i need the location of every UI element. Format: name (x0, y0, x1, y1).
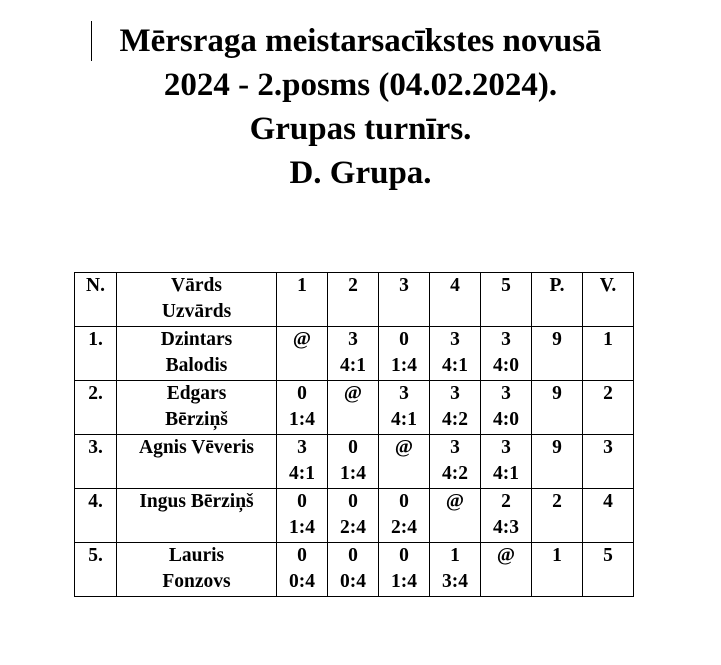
title-line-4: D. Grupa. (289, 155, 432, 191)
match-cell: @ (481, 543, 532, 597)
match-cell: 0 1:4 (277, 381, 328, 435)
match-cell: 3 4:1 (379, 381, 430, 435)
header-place: V. (583, 273, 634, 327)
table-row (75, 489, 634, 543)
place-cell: 5 (583, 543, 634, 597)
match-cell: 3 4:1 (328, 327, 379, 381)
player-name: Agnis Vēveris (117, 435, 277, 489)
table-row (75, 381, 634, 435)
match-cell: 3 4:2 (430, 435, 481, 489)
header-name: Vārds Uzvārds (117, 273, 277, 327)
points-cell: 1 (532, 543, 583, 597)
header-opponent-4: 4 (430, 273, 481, 327)
place-cell: 2 (583, 381, 634, 435)
match-cell: @ (379, 435, 430, 489)
match-cell: 3 4:0 (481, 381, 532, 435)
match-cell: @ (430, 489, 481, 543)
points-cell: 9 (532, 435, 583, 489)
title-line-2: 2024 - 2.posms (04.02.2024). (163, 67, 558, 103)
header-points: P. (532, 273, 583, 327)
match-cell: 0 1:4 (379, 327, 430, 381)
match-cell: 0 1:4 (277, 489, 328, 543)
match-cell: 0 1:4 (328, 435, 379, 489)
document-title (0, 19, 721, 195)
player-name: Lauris Fonzovs (117, 543, 277, 597)
match-cell: 2 4:3 (481, 489, 532, 543)
title-line-3: Grupas turnīrs. (249, 111, 472, 147)
row-number: 2. (75, 381, 117, 435)
match-cell: 3 4:2 (430, 381, 481, 435)
header-number: N. (75, 273, 117, 327)
row-number: 1. (75, 327, 117, 381)
header-opponent-5: 5 (481, 273, 532, 327)
player-name: Ingus Bērziņš (117, 489, 277, 543)
results-table (74, 272, 634, 597)
match-cell: 3 4:0 (481, 327, 532, 381)
match-cell: 0 0:4 (277, 543, 328, 597)
table-row (75, 327, 634, 381)
header-opponent-2: 2 (328, 273, 379, 327)
title-line-1: Mērsraga meistarsacīkstes novusā (119, 23, 602, 59)
place-cell: 1 (583, 327, 634, 381)
place-cell: 3 (583, 435, 634, 489)
points-cell: 2 (532, 489, 583, 543)
player-name: Edgars Bērziņš (117, 381, 277, 435)
points-cell: 9 (532, 327, 583, 381)
table-row (75, 435, 634, 489)
match-cell: 0 2:4 (379, 489, 430, 543)
header-opponent-1: 1 (277, 273, 328, 327)
row-number: 3. (75, 435, 117, 489)
match-cell: 0 1:4 (379, 543, 430, 597)
place-cell: 4 (583, 489, 634, 543)
match-cell: 0 2:4 (328, 489, 379, 543)
header-opponent-3: 3 (379, 273, 430, 327)
match-cell: 0 0:4 (328, 543, 379, 597)
table-row (75, 543, 634, 597)
row-number: 5. (75, 543, 117, 597)
match-cell: @ (277, 327, 328, 381)
row-number: 4. (75, 489, 117, 543)
match-cell: 3 4:1 (430, 327, 481, 381)
header-row (75, 273, 634, 327)
match-cell: @ (328, 381, 379, 435)
points-cell: 9 (532, 381, 583, 435)
match-cell: 3 4:1 (277, 435, 328, 489)
match-cell: 3 4:1 (481, 435, 532, 489)
player-name: Dzintars Balodis (117, 327, 277, 381)
match-cell: 1 3:4 (430, 543, 481, 597)
